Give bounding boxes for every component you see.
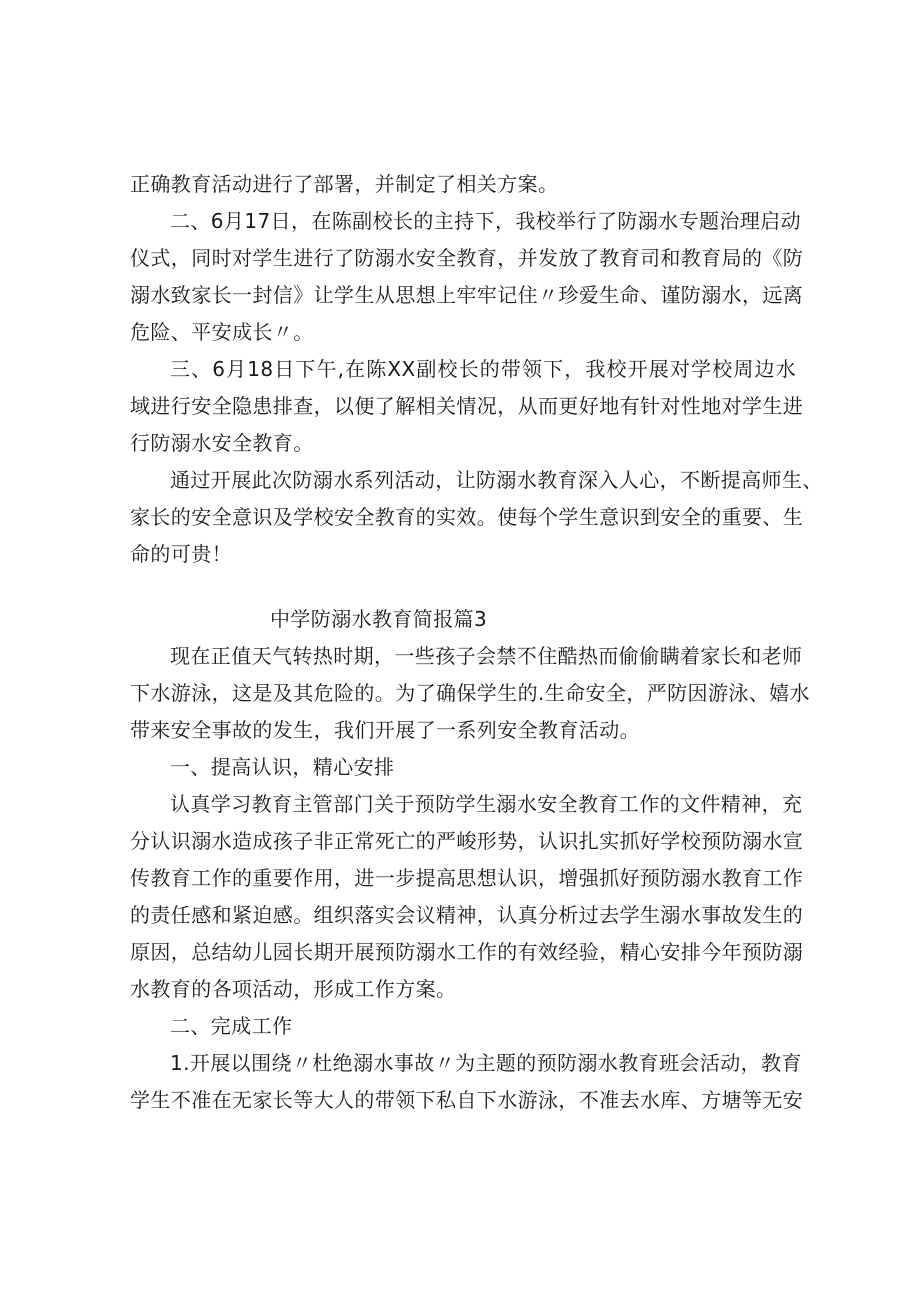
paragraph-line: 认真学习教育主管部门关于预防学生溺水安全教育工作的文件精神，充 [170,792,803,816]
paragraph-line: 现在正值天气转热时期，一些孩子会禁不住酷热而偷偷瞒着家长和老师 [170,644,803,668]
paragraph-line: 原因，总结幼儿园长期开展预防溺水工作的有效经验，精心安排今年预防溺 [130,940,804,964]
paragraph-line: 1.开展以围绕〃杜绝溺水事故〃为主题的预防溺水教育班会活动，教育 [170,1051,802,1075]
paragraph-line: 正确教育活动进行了部署，并制定了相关方案。 [130,172,559,196]
paragraph-line: 水教育的各项活动，形成工作方案。 [130,977,457,1001]
paragraph-line: 行防溺水安全教育。 [130,431,314,455]
paragraph-line: 危险、平安成长〃。 [130,320,314,344]
paragraph-line: 传教育工作的重要作用，进一步提高思想认识，增强抓好预防溺水教育工作 [130,866,804,890]
paragraph-line: 命的可贵！ [130,542,232,566]
paragraph-line: 二、6月17日，在陈副校长的主持下，我校举行了防溺水专题治理启动 [170,209,801,233]
paragraph-line: 分认识溺水造成孩子非正常死亡的严峻形势，认识扎实抓好学校预防溺水宣 [130,829,804,853]
paragraph-line: 带来安全事故的发生，我们开展了一系列安全教育活动。 [130,718,640,742]
paragraph-line: 仪式，同时对学生进行了防溺水安全教育，并发放了教育司和教育局的《防 [130,246,804,270]
paragraph-line: 家长的安全意识及学校安全教育的实效。使每个学生意识到安全的重要、生 [130,505,804,529]
paragraph-line: 三、6月18日下午,在陈XX副校长的带领下，我校开展对学校周边水 [170,357,796,381]
paragraph-line: 学生不准在无家长等大人的带领下私自下水游泳，不准去水库、方塘等无安 [130,1088,804,1112]
paragraph-line: 通过开展此次防溺水系列活动，让防溺水教育深入人心，不断提高师生、 [170,468,823,492]
paragraph-line: 域进行安全隐患排查，以便了解相关情况，从而更好地有针对性地对学生进 [130,394,804,418]
section-heading: 二、完成工作 [170,1014,293,1038]
section-heading: 一、提高认识，精心安排 [170,755,395,779]
paragraph-line: 溺水致家长一封信》让学生从思想上牢牢记住〃珍爱生命、谨防溺水，远离 [130,283,804,307]
section-title: 中学防溺水教育简报篇3 [270,607,488,631]
paragraph-line: 的责任感和紧迫感。组织落实会议精神，认真分析过去学生溺水事故发生的 [130,903,804,927]
paragraph-line: 下水游泳，这是及其危险的。为了确保学生的.生命安全，严防因游泳、嬉水 [130,681,810,705]
